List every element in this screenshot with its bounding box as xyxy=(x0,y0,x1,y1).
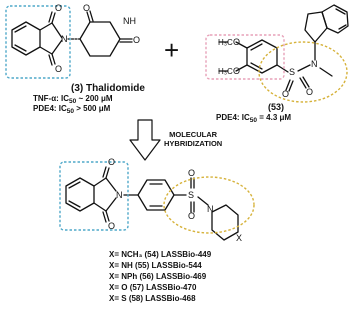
x-code: LASSBio-468 xyxy=(145,294,196,303)
x-sub: X= NH xyxy=(109,261,133,270)
hybridization-label xyxy=(164,130,222,148)
pde53-prefix: PDE4: IC xyxy=(216,113,250,122)
hyb-line-1: MOLECULAR xyxy=(169,130,218,139)
pde-sub: 50 xyxy=(66,108,75,115)
x-code: LASSBio-449 xyxy=(160,250,212,259)
x-code: LASSBio-544 xyxy=(151,261,202,270)
hybridization-arrow xyxy=(130,120,160,160)
atom-o-6: O xyxy=(233,66,241,76)
pde-value: > 500 μM xyxy=(76,104,111,113)
atom-o-11: O xyxy=(188,168,196,178)
x-num: (54) xyxy=(144,250,159,259)
x-num: (57) xyxy=(129,283,144,292)
x-sub: X= NPh xyxy=(109,272,138,281)
pde53-sub: 50 xyxy=(249,117,258,124)
atom-o-9: O xyxy=(108,157,116,167)
x-sub: X= S xyxy=(109,294,127,303)
atom-s-1: S xyxy=(289,67,296,77)
atom-h3co-2: H₃C xyxy=(218,67,233,76)
atom-o-3: O xyxy=(133,35,141,45)
product-legend-row xyxy=(109,272,206,281)
product-legend-row xyxy=(109,294,196,303)
atom-s-2: S xyxy=(188,190,195,200)
atom-n-3: N xyxy=(116,190,123,200)
atom-o-4: O xyxy=(83,3,91,13)
x-code: LASSBio-470 xyxy=(146,283,197,292)
pde-prefix: PDE4: IC xyxy=(33,104,67,113)
x-num: (56) xyxy=(139,272,154,281)
atom-nh: NH xyxy=(123,16,136,26)
x-num: (55) xyxy=(135,261,150,270)
compound-53-pde4-ic50 xyxy=(216,113,291,124)
thalidomide-pde4-ic50 xyxy=(33,104,110,115)
pde53-value: = 4.3 μM xyxy=(259,113,292,122)
compound-53-label: (53) xyxy=(268,102,285,112)
atom-n-4: N xyxy=(207,204,214,214)
product-legend-row xyxy=(109,261,202,270)
product-legend-row xyxy=(109,283,196,292)
atom-o-12: O xyxy=(188,211,196,221)
tnf-prefix: TNF-α: IC xyxy=(33,94,70,103)
sulfonamide-oval-top xyxy=(259,42,347,102)
plus-operator: + xyxy=(164,35,180,65)
x-num: (58) xyxy=(128,294,144,303)
x-sub: X= NCH₃ xyxy=(109,250,143,259)
x-code: LASSBio-469 xyxy=(155,272,207,281)
atom-o-10: O xyxy=(108,221,116,231)
atom-o-8: O xyxy=(306,87,314,97)
tnf-sub: 50 xyxy=(69,98,77,105)
atom-h3co-1: H₃C xyxy=(218,38,233,47)
atom-n-1: N xyxy=(61,34,68,44)
tnf-value: ~ 200 μM xyxy=(78,94,113,103)
atom-o-7: O xyxy=(282,89,290,99)
thalidomide-label: (3) Thalidomide xyxy=(71,83,145,94)
atom-o-5: O xyxy=(233,37,241,47)
atom-o-1: O xyxy=(55,3,63,13)
thalidomide-structure xyxy=(12,11,132,65)
x-sub: X= O xyxy=(109,283,128,292)
atom-n-2: N xyxy=(311,59,318,69)
atom-o-2: O xyxy=(55,64,63,74)
hyb-line-2: HYBRIDIZATION xyxy=(164,139,223,148)
product-legend-row xyxy=(109,250,211,259)
atom-x: X xyxy=(236,233,243,243)
